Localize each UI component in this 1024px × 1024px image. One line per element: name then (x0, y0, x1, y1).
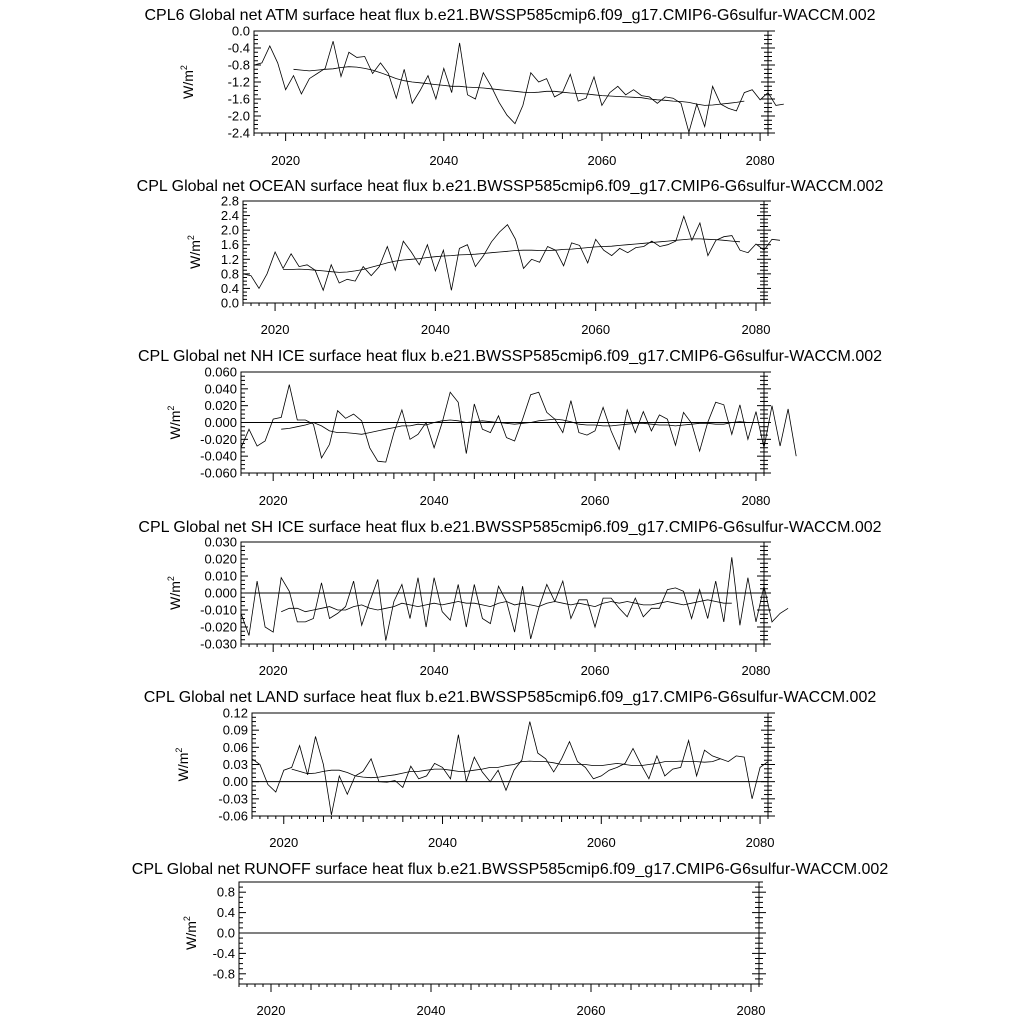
chart-title: CPL Global net OCEAN surface heat flux b.e21.BWSSP585cmip6.f09_g17.CMIP6-G6sulfur-WACCM.002 (136, 178, 884, 195)
x-tick-label: 2080 (741, 493, 771, 508)
y-tick-label: 0.00 (222, 774, 248, 790)
y-axis-label-unit: W/m (167, 581, 183, 610)
x-tick-label: 2080 (741, 663, 771, 678)
y-tick-label: 0.8 (220, 266, 239, 282)
y-tick-label: 2.0 (220, 222, 239, 238)
y-tick-label: 0.000 (204, 585, 237, 601)
x-tick-label: 2020 (256, 1003, 286, 1018)
y-axis-label-unit: W/m (180, 70, 196, 99)
y-tick-label: -0.040 (200, 448, 237, 464)
x-tick-label: 2020 (260, 322, 290, 337)
y-tick-label: 0.12 (222, 705, 248, 721)
y-axis-label-exponent: 2 (179, 65, 189, 71)
y-axis-label-exponent: 2 (166, 576, 176, 582)
y-axis-label (179, 65, 196, 99)
x-tick-label: 2020 (269, 835, 299, 850)
y-axis-label-unit: W/m (187, 240, 203, 269)
chart-title: CPL Global net RUNOFF surface heat flux b.e21.BWSSP585cmip6.f09_g17.CMIP6-G6sulfur-WACCM.002 (131, 861, 889, 878)
y-tick-label: 0.4 (216, 905, 235, 921)
x-tick-label: 2060 (586, 835, 616, 850)
y-tick-label: -0.010 (200, 602, 237, 618)
y-tick-label: -0.03 (218, 791, 248, 807)
running-mean-series-line (281, 419, 748, 434)
running-mean-series-line (294, 67, 745, 106)
y-tick-label: -0.4 (212, 945, 235, 961)
chart-panel-3 (138, 348, 882, 508)
y-tick-label: 0.8 (216, 884, 235, 900)
y-tick-label: 0.4 (220, 280, 239, 296)
y-tick-label: -2.0 (227, 108, 250, 124)
running-mean-series-line (292, 759, 721, 778)
chart-panel-1 (145, 7, 876, 168)
y-axis-label-exponent: 2 (174, 747, 184, 753)
x-tick-label: 2080 (745, 153, 775, 168)
plot-frame (254, 31, 768, 133)
y-axis-label-unit: W/m (167, 410, 183, 440)
running-mean-series-line (283, 239, 740, 273)
y-axis-label (166, 576, 183, 610)
y-tick-label: 0.020 (204, 398, 237, 414)
y-axis-label (166, 406, 183, 440)
y-tick-label: 0.030 (204, 534, 237, 550)
x-tick-label: 2080 (745, 835, 775, 850)
y-tick-label: 0.000 (204, 415, 237, 430)
x-tick-label: 2020 (271, 153, 301, 168)
y-tick-label: -0.8 (212, 966, 235, 982)
y-tick-label: 1.2 (220, 251, 239, 267)
y-axis-label-unit: W/m (183, 921, 199, 950)
annual-series-line (241, 557, 788, 640)
y-tick-label: 0.020 (204, 551, 237, 567)
chart-panel-6 (132, 861, 889, 1018)
y-tick-label: 0.0 (216, 925, 235, 941)
x-tick-label: 2060 (580, 663, 610, 678)
x-tick-label: 2020 (258, 663, 288, 678)
y-tick-label: 0.060 (204, 364, 237, 380)
y-tick-label: 0.09 (222, 722, 248, 738)
chart-title: CPL Global net SH ICE surface heat flux b.e21.BWSSP585cmip6.f09_g17.CMIP6-G6sulfur-WACCM.002 (138, 519, 882, 536)
y-axis-label-exponent: 2 (166, 405, 176, 411)
y-tick-label: 0.03 (222, 757, 248, 772)
annual-series-line (243, 216, 780, 290)
y-tick-label: 2.4 (220, 208, 239, 224)
x-tick-label: 2040 (429, 153, 459, 168)
x-tick-label: 2040 (419, 493, 449, 508)
y-axis-label-unit: W/m (175, 752, 191, 782)
y-axis-label-exponent: 2 (186, 235, 196, 241)
x-tick-label: 2060 (587, 153, 617, 168)
y-tick-label: -1.2 (227, 74, 250, 90)
annual-series-line (254, 41, 784, 132)
y-tick-label: 0.040 (204, 381, 237, 397)
y-tick-label: -0.030 (200, 636, 237, 652)
y-tick-label: -0.06 (218, 808, 248, 824)
x-tick-label: 2060 (576, 1003, 606, 1018)
y-tick-label: -0.8 (227, 57, 250, 73)
y-tick-label: -0.060 (200, 465, 237, 481)
annual-series-line (252, 722, 768, 815)
y-axis-label (174, 748, 191, 782)
running-mean-series-line (281, 600, 732, 612)
y-tick-label: 2.8 (220, 193, 239, 209)
x-tick-label: 2080 (741, 322, 771, 337)
x-tick-label: 2040 (419, 663, 449, 678)
chart-panel-2 (137, 178, 884, 337)
y-tick-label: 0.06 (222, 739, 248, 755)
y-tick-label: -0.020 (200, 619, 237, 635)
y-axis-label-exponent: 2 (182, 916, 192, 922)
x-tick-label: 2020 (258, 493, 288, 508)
x-tick-label: 2040 (416, 1003, 446, 1018)
x-tick-label: 2060 (580, 493, 610, 508)
y-tick-label: 0.0 (220, 295, 239, 311)
x-tick-label: 2040 (420, 322, 450, 337)
y-tick-label: 0.010 (204, 568, 237, 584)
y-tick-label: 0.0 (231, 23, 250, 39)
chart-title: CPL Global net NH ICE surface heat flux b.e21.BWSSP585cmip6.f09_g17.CMIP6-G6sulfur-WACCM.002 (137, 348, 883, 365)
chart-title: CPL Global net LAND surface heat flux b.e21.BWSSP585cmip6.f09_g17.CMIP6-G6sulfur-WACCM.002 (143, 689, 877, 706)
y-tick-label: -2.4 (227, 125, 250, 141)
chart-title: CPL6 Global net ATM surface heat flux b.e21.BWSSP585cmip6.f09_g17.CMIP6-G6sulfur-WACCM.002 (144, 7, 876, 24)
y-axis-label (182, 916, 199, 950)
y-tick-label: 1.6 (220, 237, 239, 253)
x-tick-label: 2060 (581, 322, 611, 337)
chart-panel-4 (138, 519, 881, 678)
y-tick-label: -1.6 (227, 91, 250, 107)
y-tick-label: -0.020 (200, 431, 237, 447)
x-tick-label: 2040 (428, 835, 457, 850)
x-tick-label: 2080 (736, 1003, 766, 1018)
y-tick-label: -0.4 (227, 40, 250, 56)
y-axis-label (186, 235, 203, 269)
chart-panel-5 (144, 689, 877, 850)
